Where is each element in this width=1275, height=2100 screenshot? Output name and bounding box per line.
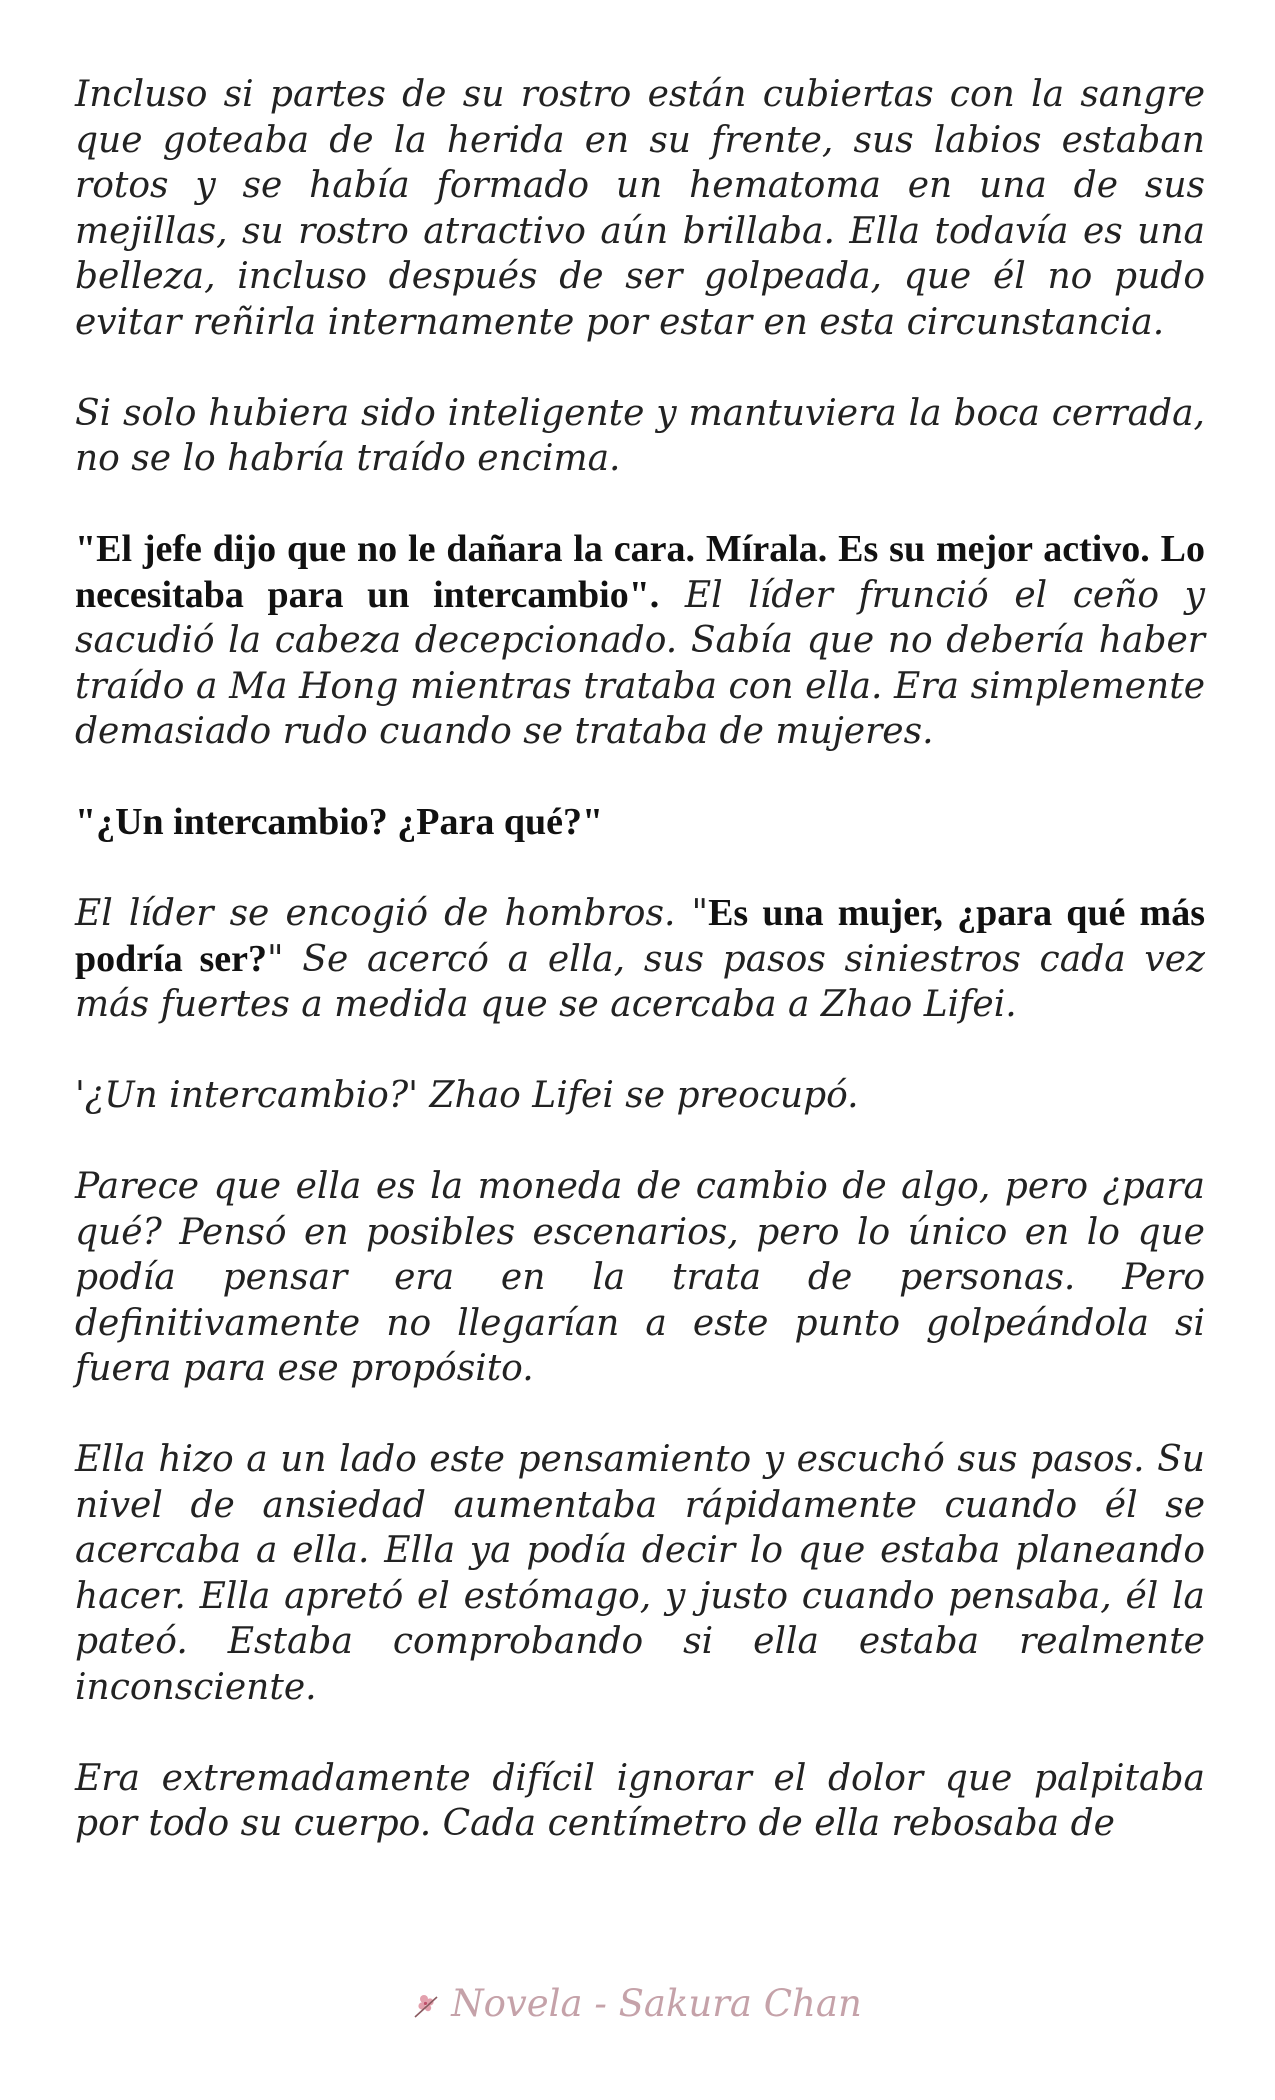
narration-text: El líder frunció el ceño y sacudió la cabeza decepcionado. Sabía que no debería haber traído a Ma Hong mientras trataba con ella. Era simplemente demasiado rudo cuando se trataba de mujeres. bbox=[75, 574, 1205, 752]
quote-mark: " bbox=[691, 893, 709, 934]
sakura-flower-icon bbox=[413, 1985, 445, 2028]
quote-mark: " bbox=[267, 938, 284, 980]
quote-mark: ' bbox=[408, 1075, 419, 1116]
paragraph-5 bbox=[75, 891, 1205, 1028]
paragraph-2: Si solo hubiera sido inteligente y mantuviera la boca cerrada, no se lo habría traído encima. bbox=[75, 392, 1205, 479]
paragraph-4-dialogue: "¿Un intercambio? ¿Para qué?" bbox=[75, 801, 604, 843]
dialogue-speech: Es una mujer, ¿para qué más podría ser? bbox=[75, 892, 1205, 980]
paragraph-6 bbox=[75, 1073, 1205, 1119]
dialogue-speech: "El jefe dijo que no le dañara la cara. Mírala. Es su mejor activo. Lo necesitaba para un intercambio". bbox=[75, 528, 1205, 616]
paragraph-9: Era extremadamente difícil ignorar el dolor que palpitaba por todo su cuerpo. Cada centímetro de ella rebosaba de bbox=[75, 1757, 1205, 1844]
watermark bbox=[0, 1982, 1275, 2028]
novel-page-text bbox=[75, 72, 1205, 1847]
paragraph-8: Ella hizo a un lado este pensamiento y escuchó sus pasos. Su nivel de ansiedad aumentaba rápidamente cuando él se acercaba a ella. Ella ya podía decir lo que estaba planeando hacer. Ella apretó el estómago, y justo cuando pensaba, él la pateó. Estaba comprobando si ella estaba realmente inconsciente. bbox=[75, 1439, 1205, 1708]
watermark-text: Novela - Sakura Chan bbox=[451, 1982, 862, 2025]
inner-thought: ¿Un intercambio? bbox=[84, 1075, 409, 1116]
narration-text: Se acercó a ella, sus pasos siniestros cada vez más fuertes a medida que se acercaba a Zhao Lifei. bbox=[75, 938, 1205, 1025]
quote-mark: ' bbox=[75, 1075, 85, 1116]
paragraph-3 bbox=[75, 527, 1205, 755]
narration-text: Zhao Lifei se preocupó. bbox=[418, 1075, 859, 1116]
paragraph-7: Parece que ella es la moneda de cambio de algo, pero ¿para qué? Pensó en posibles escenarios, pero lo único en lo que podía pensar era en la trata de personas. Pero definitivamente no llegarían a este punto golpeándola si fuera para ese propósito. bbox=[75, 1166, 1205, 1389]
paragraph-1: Incluso si partes de su rostro están cubiertas con la sangre que goteaba de la herida en su frente, sus labios estaban rotos y se había formado un hematoma en una de sus mejillas, su rostro atractivo aún brillaba. Ella todavía es una belleza, incluso después de ser golpeada, que él no pudo evitar reñirla internamente por estar en esta circunstancia. bbox=[75, 74, 1205, 343]
narration-text: El líder se encogió de hombros. bbox=[75, 893, 692, 934]
